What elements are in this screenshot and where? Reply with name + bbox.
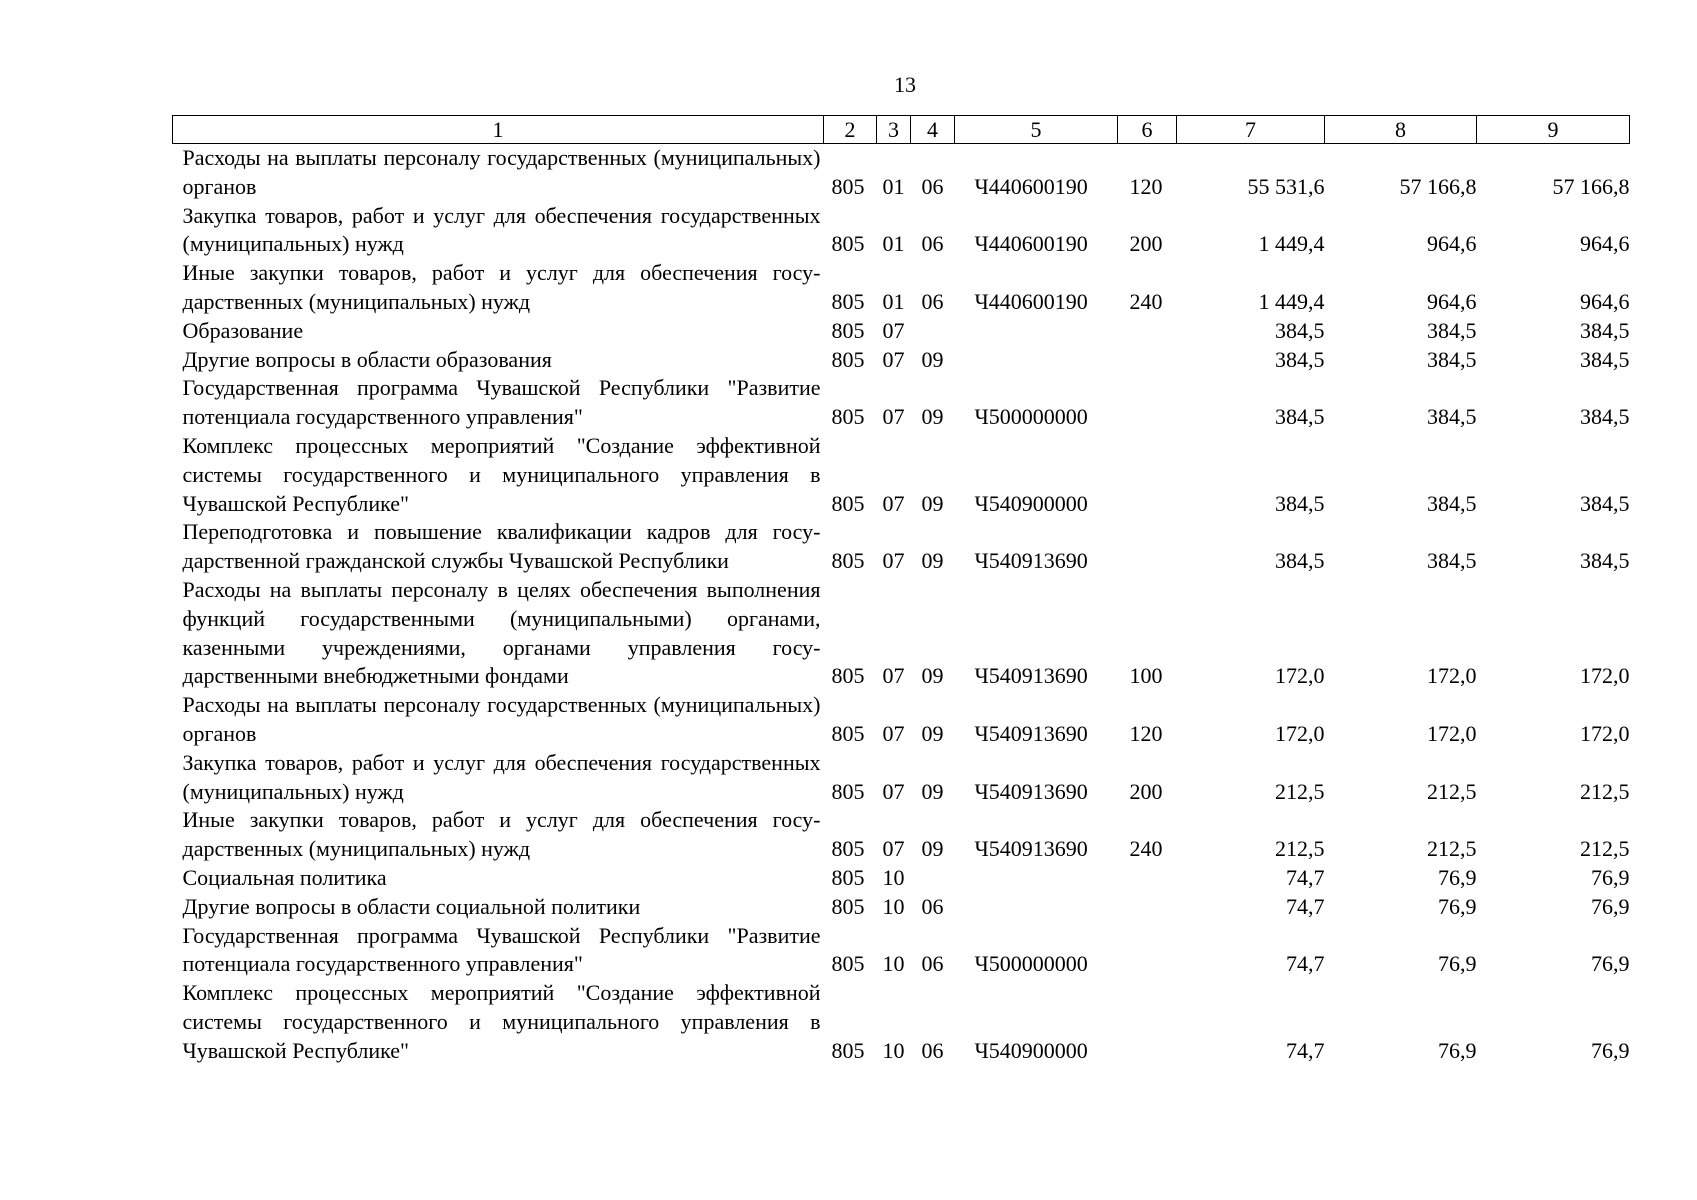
row-value-2: 76,9 — [1438, 893, 1477, 919]
row-rz: 07 — [882, 346, 905, 372]
row-csr: Ч540900000 — [974, 1037, 1088, 1063]
row-vr — [1118, 346, 1177, 375]
table-row — [173, 576, 1630, 691]
row-csr — [955, 893, 1118, 922]
row-pr: 06 — [921, 893, 944, 919]
row-gr: 805 — [831, 288, 865, 314]
header-col-5: 5 — [955, 116, 1118, 144]
row-value-2: 384,5 — [1427, 346, 1477, 372]
row-rz: 01 — [882, 288, 905, 314]
row-vr — [1118, 374, 1177, 432]
row-vr: 120 — [1129, 173, 1163, 199]
row-rz: 07 — [882, 317, 905, 343]
row-value-3: 76,9 — [1591, 864, 1630, 890]
row-value-2: 964,6 — [1427, 288, 1477, 314]
row-csr — [955, 346, 1118, 375]
row-value-1: 212,5 — [1275, 778, 1325, 804]
row-value-3: 172,0 — [1580, 720, 1630, 746]
row-csr: Ч440600190 — [974, 231, 1088, 257]
row-name: Закупка товаров, работ и услуг для обеспечения государственных (муниципальных) нужд — [182, 749, 821, 804]
row-gr: 805 — [831, 490, 865, 516]
row-gr: 805 — [831, 778, 865, 804]
row-name: Расходы на выплаты персоналу в целях обеспечения выполнения функций государственными (муниципальными) органами, казенными учреждениями, органами управления государственными внебюджетными фондами — [182, 576, 821, 689]
row-pr: 06 — [921, 951, 944, 977]
row-name: Социальная политика — [182, 864, 387, 890]
row-name: Государственная программа Чувашской Республики "Развитие потенциала государственного управления" — [182, 375, 821, 430]
row-value-1: 74,7 — [1286, 893, 1325, 919]
row-gr: 805 — [831, 1037, 865, 1063]
row-pr: 09 — [921, 720, 944, 746]
row-value-3: 172,0 — [1580, 663, 1630, 689]
table-row — [173, 259, 1630, 317]
row-pr — [911, 864, 955, 893]
row-csr: Ч440600190 — [974, 288, 1088, 314]
row-pr: 06 — [921, 288, 944, 314]
row-value-2: 212,5 — [1427, 836, 1477, 862]
table-row — [173, 317, 1630, 346]
row-name: Переподготовка и повышение квалификации кадров для государственной гражданской службы Чувашской Республики — [182, 519, 821, 574]
row-value-1: 74,7 — [1286, 951, 1325, 977]
row-value-2: 384,5 — [1427, 317, 1477, 343]
row-gr: 805 — [831, 720, 865, 746]
header-col-7: 7 — [1177, 116, 1325, 144]
row-value-3: 212,5 — [1580, 778, 1630, 804]
table-row — [173, 346, 1630, 375]
row-csr: Ч540913690 — [974, 663, 1088, 689]
row-value-2: 57 166,8 — [1399, 173, 1477, 199]
row-name: Иные закупки товаров, работ и услуг для обеспечения государственных (муниципальных) нужд — [182, 807, 821, 862]
row-rz: 10 — [882, 951, 905, 977]
row-name: Иные закупки товаров, работ и услуг для обеспечения государственных (муниципальных) нужд — [182, 260, 821, 314]
header-row — [173, 116, 1630, 144]
row-value-1: 74,7 — [1286, 1037, 1325, 1063]
row-pr: 09 — [921, 346, 944, 372]
row-pr: 09 — [921, 548, 944, 574]
row-pr: 09 — [921, 836, 944, 862]
row-name: Государственная программа Чувашской Республики "Развитие потенциала государственного управления" — [182, 922, 821, 977]
row-value-3: 76,9 — [1591, 893, 1630, 919]
row-pr — [911, 317, 955, 346]
page-number: 13 — [894, 72, 916, 97]
table-row — [173, 922, 1630, 980]
row-value-2: 76,9 — [1438, 951, 1477, 977]
row-csr: Ч540913690 — [974, 720, 1088, 746]
row-value-1: 212,5 — [1275, 836, 1325, 862]
table-row — [173, 202, 1630, 260]
row-rz: 07 — [882, 836, 905, 862]
table-row — [173, 691, 1630, 749]
table-header — [173, 116, 1630, 144]
row-rz: 10 — [882, 864, 905, 890]
row-pr: 06 — [921, 1037, 944, 1063]
table-row — [173, 893, 1630, 922]
header-col-8: 8 — [1325, 116, 1477, 144]
row-name: Комплекс процессных мероприятий "Создание эффективной системы государственного и муниципального управления в Чувашской Республике" — [182, 432, 821, 516]
row-csr: Ч500000000 — [974, 404, 1088, 430]
table-row — [173, 749, 1630, 807]
row-gr: 805 — [831, 173, 865, 199]
row-value-3: 384,5 — [1580, 404, 1630, 430]
row-rz: 01 — [882, 231, 905, 257]
row-value-1: 74,7 — [1286, 864, 1325, 890]
row-vr — [1118, 979, 1177, 1065]
row-vr: 100 — [1129, 663, 1163, 689]
row-value-1: 384,5 — [1275, 346, 1325, 372]
row-value-3: 384,5 — [1580, 548, 1630, 574]
row-vr: 240 — [1129, 288, 1163, 314]
table-row — [173, 374, 1630, 432]
row-vr — [1118, 432, 1177, 518]
row-csr: Ч540913690 — [974, 836, 1088, 862]
row-value-1: 172,0 — [1275, 720, 1325, 746]
row-value-2: 172,0 — [1427, 720, 1477, 746]
table-row — [173, 144, 1630, 202]
row-gr: 805 — [831, 346, 865, 372]
row-gr: 805 — [831, 548, 865, 574]
row-rz: 07 — [882, 404, 905, 430]
row-vr — [1118, 893, 1177, 922]
row-vr: 240 — [1129, 836, 1163, 862]
row-gr: 805 — [831, 317, 865, 343]
row-value-1: 384,5 — [1275, 548, 1325, 574]
row-value-3: 384,5 — [1580, 317, 1630, 343]
row-gr: 805 — [831, 663, 865, 689]
row-value-1: 55 531,6 — [1247, 173, 1325, 199]
table-body — [173, 144, 1630, 1066]
row-value-3: 964,6 — [1580, 231, 1630, 257]
row-pr: 09 — [921, 404, 944, 430]
row-value-1: 1 449,4 — [1258, 231, 1325, 257]
row-value-1: 1 449,4 — [1258, 288, 1325, 314]
row-value-3: 76,9 — [1591, 951, 1630, 977]
table-row — [173, 806, 1630, 864]
row-value-2: 384,5 — [1427, 490, 1477, 516]
row-value-3: 76,9 — [1591, 1037, 1630, 1063]
row-value-2: 76,9 — [1438, 1037, 1477, 1063]
row-pr: 09 — [921, 663, 944, 689]
row-rz: 10 — [882, 893, 905, 919]
row-name: Образование — [182, 317, 304, 343]
row-csr — [955, 864, 1118, 893]
row-value-2: 964,6 — [1427, 231, 1477, 257]
row-value-3: 57 166,8 — [1552, 173, 1630, 199]
row-gr: 805 — [831, 404, 865, 430]
row-value-2: 384,5 — [1427, 548, 1477, 574]
row-gr: 805 — [831, 864, 865, 890]
row-gr: 805 — [831, 836, 865, 862]
row-name: Другие вопросы в области образования — [182, 346, 552, 372]
row-pr: 09 — [921, 490, 944, 516]
header-col-4: 4 — [911, 116, 955, 144]
row-vr: 200 — [1129, 231, 1163, 257]
row-value-2: 384,5 — [1427, 404, 1477, 430]
header-col-2: 2 — [824, 116, 877, 144]
row-csr: Ч440600190 — [974, 173, 1088, 199]
row-vr: 200 — [1129, 778, 1163, 804]
row-name: Расходы на выплаты персоналу государственных (муниципальных) органов — [182, 145, 821, 199]
row-value-3: 964,6 — [1580, 288, 1630, 314]
row-rz: 07 — [882, 548, 905, 574]
row-name: Другие вопросы в области социальной политики — [182, 893, 641, 919]
row-csr: Ч540913690 — [974, 778, 1088, 804]
header-col-9: 9 — [1477, 116, 1630, 144]
row-value-2: 76,9 — [1438, 864, 1477, 890]
table-row — [173, 864, 1630, 893]
row-pr: 09 — [921, 778, 944, 804]
row-pr: 06 — [921, 231, 944, 257]
row-value-3: 212,5 — [1580, 836, 1630, 862]
row-value-3: 384,5 — [1580, 490, 1630, 516]
row-name: Расходы на выплаты персоналу государственных (муниципальных) органов — [182, 692, 821, 746]
budget-table — [172, 115, 1630, 1066]
table-row — [173, 432, 1630, 518]
row-csr: Ч500000000 — [974, 951, 1088, 977]
row-name: Комплекс процессных мероприятий "Создание эффективной системы государственного и муниципального управления в Чувашской Республике" — [182, 980, 821, 1063]
row-value-1: 384,5 — [1275, 404, 1325, 430]
row-name: Закупка товаров, работ и услуг для обеспечения государственных (муниципальных) нужд — [182, 202, 821, 257]
row-pr: 06 — [921, 173, 944, 199]
row-gr: 805 — [831, 231, 865, 257]
row-csr: Ч540900000 — [974, 490, 1088, 516]
row-vr — [1118, 864, 1177, 893]
row-rz: 07 — [882, 490, 905, 516]
row-vr — [1118, 518, 1177, 576]
header-col-6: 6 — [1118, 116, 1177, 144]
row-value-2: 212,5 — [1427, 778, 1477, 804]
table-row — [173, 518, 1630, 576]
row-csr: Ч540913690 — [974, 548, 1088, 574]
header-col-3: 3 — [877, 116, 911, 144]
table-row — [173, 979, 1630, 1065]
header-col-1: 1 — [173, 116, 824, 144]
row-rz: 07 — [882, 720, 905, 746]
row-value-1: 172,0 — [1275, 663, 1325, 689]
row-rz: 07 — [882, 778, 905, 804]
row-rz: 07 — [882, 663, 905, 689]
row-gr: 805 — [831, 951, 865, 977]
row-vr — [1118, 922, 1177, 980]
row-rz: 01 — [882, 173, 905, 199]
row-value-3: 384,5 — [1580, 346, 1630, 372]
row-rz: 10 — [882, 1037, 905, 1063]
row-value-1: 384,5 — [1275, 317, 1325, 343]
row-gr: 805 — [831, 893, 865, 919]
row-value-1: 384,5 — [1275, 490, 1325, 516]
row-vr — [1118, 317, 1177, 346]
row-value-2: 172,0 — [1427, 663, 1477, 689]
row-vr: 120 — [1129, 720, 1163, 746]
row-csr — [955, 317, 1118, 346]
